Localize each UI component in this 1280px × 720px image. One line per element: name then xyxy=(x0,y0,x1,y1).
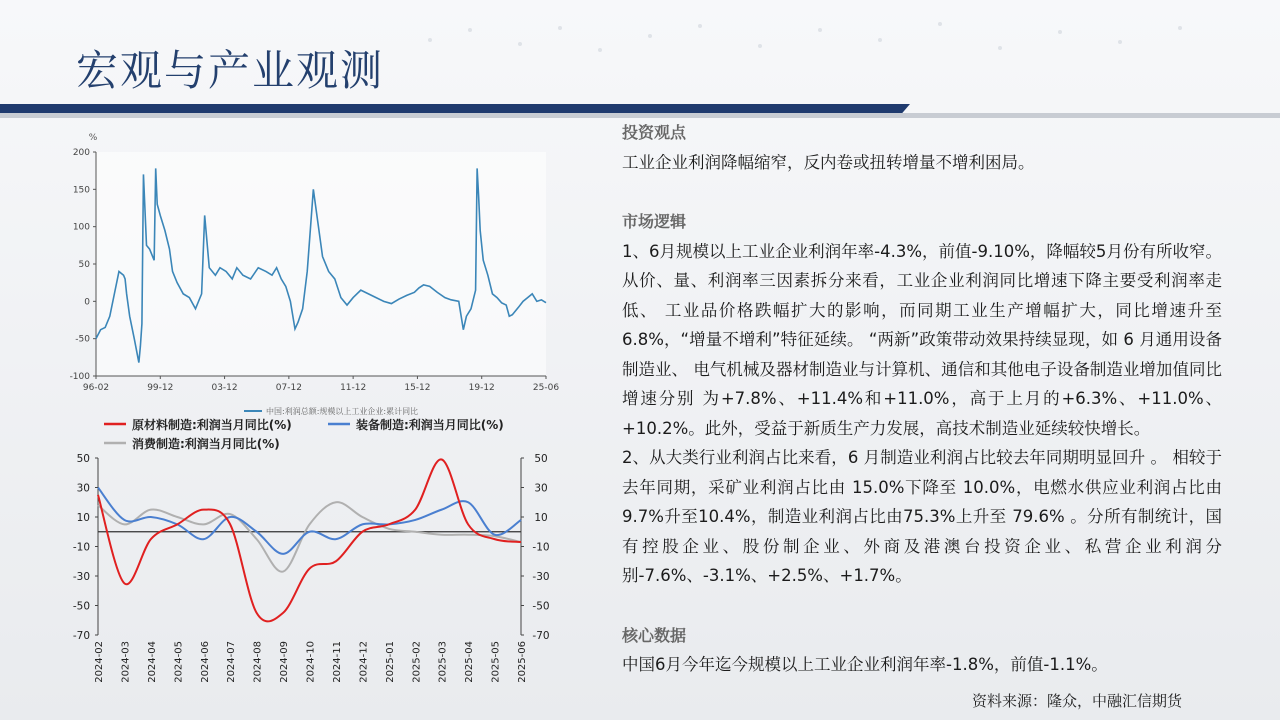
x-tick-label: 11-12 xyxy=(340,383,367,393)
y-tick-label-right: 30 xyxy=(534,482,548,495)
x-tick-label: 03-12 xyxy=(211,383,238,393)
y-tick-label: 150 xyxy=(72,185,90,196)
y-tick-label-left: 50 xyxy=(76,453,90,465)
x-tick-label: 2024-05 xyxy=(173,641,185,683)
x-tick-label: 2025-06 xyxy=(517,641,528,683)
x-tick-label: 25-06 xyxy=(532,383,560,393)
legend-label: 装备制造:利润当月同比(%) xyxy=(356,418,504,432)
y-tick-label-left: 10 xyxy=(76,512,90,524)
investment-view-text: 工业企业利润降幅缩窄，反内卷或扭转增量不增利困局。 xyxy=(622,152,1035,172)
text-panel xyxy=(622,118,1222,680)
profit-cumulative-chart xyxy=(66,126,566,421)
x-tick-label: 2024-07 xyxy=(226,641,238,683)
x-tick-label: 07-12 xyxy=(275,383,302,393)
series-line-raw-material xyxy=(98,459,521,621)
y-tick-label: -100 xyxy=(69,372,90,382)
title-accent-bar xyxy=(0,104,1280,118)
x-tick-label: 2024-09 xyxy=(279,641,291,683)
page-title: 宏观与产业观测 xyxy=(76,46,385,95)
x-tick-label: 19-12 xyxy=(468,383,495,393)
y-tick-label-right: 50 xyxy=(534,453,548,465)
y-tick-label-right: -50 xyxy=(532,600,550,613)
sector-profit-chart xyxy=(66,410,566,720)
x-tick-label: 2024-10 xyxy=(305,641,317,683)
market-logic-paragraph-2: 2、从大类行业利润占比来看，6 月制造业利润占比较去年同期明显回升 。 相较于去年同期，采矿业利润占比由 15.0%下降至 10.0%，电燃水供应业利润占比由 9.7%升至10.4%，制造业利润占比由75.3%上升至 79.6% 。分所有制统计，国有控股企业、股份制企业、外商及港澳台投资企业、私营企业利润分别-7.6%、-3.1%、+2.5%、+1.7%。 xyxy=(622,448,1222,585)
y-tick-label-left: -70 xyxy=(72,630,90,642)
y-tick-label-left: -50 xyxy=(72,600,90,613)
y-tick-label: 200 xyxy=(72,148,90,158)
x-tick-label: 99-12 xyxy=(147,383,174,393)
y-unit-label: % xyxy=(88,133,98,143)
legend-label: 原材料制造:利润当月同比(%) xyxy=(132,418,292,432)
core-data-text: 中国6月今年迄今规模以上工业企业利润年率-1.8%，前值-1.1%。 xyxy=(622,655,1108,674)
x-tick-label: 2024-06 xyxy=(199,641,211,683)
y-tick-label: 50 xyxy=(78,260,90,270)
y-tick-label: 0 xyxy=(84,297,90,308)
x-tick-label: 2025-02 xyxy=(411,641,423,683)
x-tick-label: 2024-11 xyxy=(331,641,343,683)
y-tick-label-right: -30 xyxy=(532,571,550,583)
y-tick-label-left: -30 xyxy=(72,571,90,583)
section-heading-market-logic: 市场逻辑 xyxy=(622,212,687,231)
x-tick-label: 2024-04 xyxy=(146,641,158,683)
x-tick-label: 15-12 xyxy=(404,383,431,393)
series-line-consumer xyxy=(98,502,521,572)
x-tick-label: 2025-03 xyxy=(437,641,449,683)
x-tick-label: 96-02 xyxy=(82,383,110,393)
source-note: 资料来源：隆众，中融汇信期货 xyxy=(972,692,1183,710)
x-tick-label: 2024-08 xyxy=(252,641,264,683)
legend-label: 中国:利润总额:规模以上工业企业:累计同比 xyxy=(266,407,419,416)
section-heading-investment-view: 投资观点 xyxy=(622,123,687,142)
market-logic-paragraph-1: 1、6月规模以上工业企业利润年率-4.3%，前值-9.10%，降幅较5月份有所收窄。从价、量、利润率三因素拆分来看，工业企业利润同比增速下降主要受利润率走低、 工业品价格跌幅扩大的影响，而同期工业生产增幅扩大，同比增速升至6.8%，“增量不增利”特征延续。 “两新”政策带动效果持续显现，如 6 月通用设备制造业、 电气机械及器材制造业与计算机、通信和其他电子设备制造业增加值同比增速分别 为+7.8%、+11.4%和+11.0%，高于上月的+6.3%、+11.0%、+10.2%。此外，受益于新质生产力发展，高技术制造业延续较快增长。 xyxy=(622,241,1222,438)
x-tick-label: 2024-12 xyxy=(358,641,370,683)
section-heading-core-data: 核心数据 xyxy=(622,625,687,645)
y-tick-label-right: -70 xyxy=(532,630,550,642)
x-tick-label: 2024-03 xyxy=(120,641,132,683)
y-tick-label-left: 30 xyxy=(76,482,90,495)
x-tick-label: 2025-05 xyxy=(490,641,502,683)
y-tick-label-right: 10 xyxy=(534,512,548,524)
y-tick-label: -50 xyxy=(75,334,90,345)
y-tick-label-left: -10 xyxy=(72,541,90,554)
y-tick-label-right: -10 xyxy=(532,541,550,554)
x-tick-label: 2025-01 xyxy=(384,641,396,683)
y-tick-label: 100 xyxy=(72,222,90,233)
x-tick-label: 2025-04 xyxy=(464,641,476,683)
legend-label: 消费制造:利润当月同比(%) xyxy=(132,437,280,451)
x-tick-label: 2024-02 xyxy=(94,641,105,683)
